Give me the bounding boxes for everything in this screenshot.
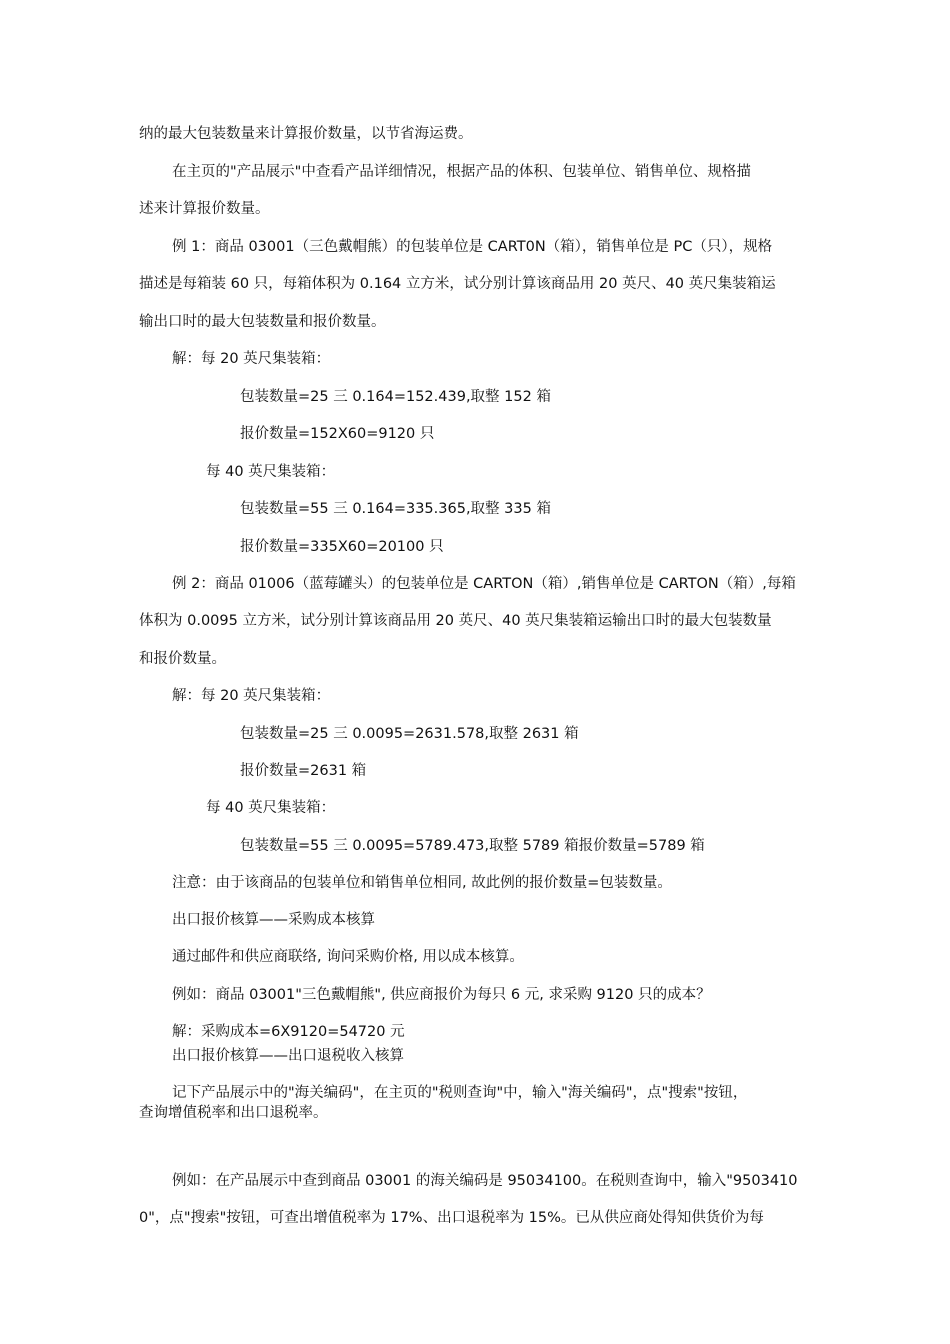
calculation-line: 报价数量=335X60=20100 只 xyxy=(240,539,444,555)
section-heading: 出口报价核算——采购成本核算 xyxy=(172,912,375,928)
example-2-line: 例 2：商品 01006（蓝莓罐头）的包装单位是 CARTON（箱）,销售单位是 CARTON（箱）,每箱 xyxy=(172,576,796,592)
example-line: 例如：商品 03001"三色戴帽熊", 供应商报价为每只 6 元, 求采购 9120 只的成本？ xyxy=(172,987,711,1003)
paragraph-line: 通过邮件和供应商联络, 询问采购价格, 用以成本核算。 xyxy=(172,949,524,965)
example-1-line: 描述是每箱装 60 只，每箱体积为 0.164 立方米，试分别计算该商品用 20 英尺、40 英尺集装箱运 xyxy=(139,276,776,292)
paragraph-line: 查询增值税率和出口退税率。 xyxy=(139,1105,328,1121)
calculation-line: 报价数量=152X60=9120 只 xyxy=(240,426,435,442)
solution-subheading: 每 40 英尺集装箱： xyxy=(206,464,336,480)
calculation-line: 包装数量=25 三 0.164=152.439,取整 152 箱 xyxy=(240,389,551,405)
example-1-line: 例 1：商品 03001（三色戴帽熊）的包装单位是 CART0N（箱），销售单位是 PC（只），规格 xyxy=(172,239,773,255)
example-2-line: 体积为 0.0095 立方米，试分别计算该商品用 20 英尺、40 英尺集装箱运输出口时的最大包装数量 xyxy=(139,613,772,629)
paragraph-line: 记下产品展示中的"海关编码"，在主页的"税则查询"中，输入"海关编码"，点"搜索"按钮， xyxy=(172,1085,748,1101)
calculation-line: 包装数量=55 三 0.0095=5789.473,取整 5789 箱报价数量=5789 箱 xyxy=(240,838,705,854)
solution-heading: 解：每 20 英尺集装箱： xyxy=(172,351,331,367)
section-heading: 出口报价核算——出口退税收入核算 xyxy=(172,1048,404,1064)
solution-heading: 解：每 20 英尺集装箱： xyxy=(172,688,331,704)
note-line: 注意：由于该商品的包装单位和销售单位相同, 故此例的报价数量=包装数量。 xyxy=(172,875,672,891)
paragraph-line: 在主页的"产品展示"中查看产品详细情况，根据产品的体积、包装单位、销售单位、规格描 xyxy=(172,164,751,180)
calculation-line: 报价数量=2631 箱 xyxy=(240,763,367,779)
example-line: 0"，点"搜索"按钮，可查出增值税率为 17%、出口退税率为 15%。已从供应商处得知供货价为每 xyxy=(139,1210,764,1226)
example-1-line: 输出口时的最大包装数量和报价数量。 xyxy=(139,314,386,330)
example-line: 例如：在产品展示中查到商品 03001 的海关编码是 95034100。在税则查询中，输入"9503410 xyxy=(172,1173,798,1189)
paragraph-line: 述来计算报价数量。 xyxy=(139,201,270,217)
solution-subheading: 每 40 英尺集装箱： xyxy=(206,800,336,816)
example-2-line: 和报价数量。 xyxy=(139,651,226,667)
calculation-line: 包装数量=25 三 0.0095=2631.578,取整 2631 箱 xyxy=(240,726,579,742)
calculation-line: 包装数量=55 三 0.164=335.365,取整 335 箱 xyxy=(240,501,551,517)
paragraph-line: 纳的最大包装数量来计算报价数量，以节省海运费。 xyxy=(139,126,473,142)
solution-line: 解：采购成本=6X9120=54720 元 xyxy=(172,1024,405,1040)
